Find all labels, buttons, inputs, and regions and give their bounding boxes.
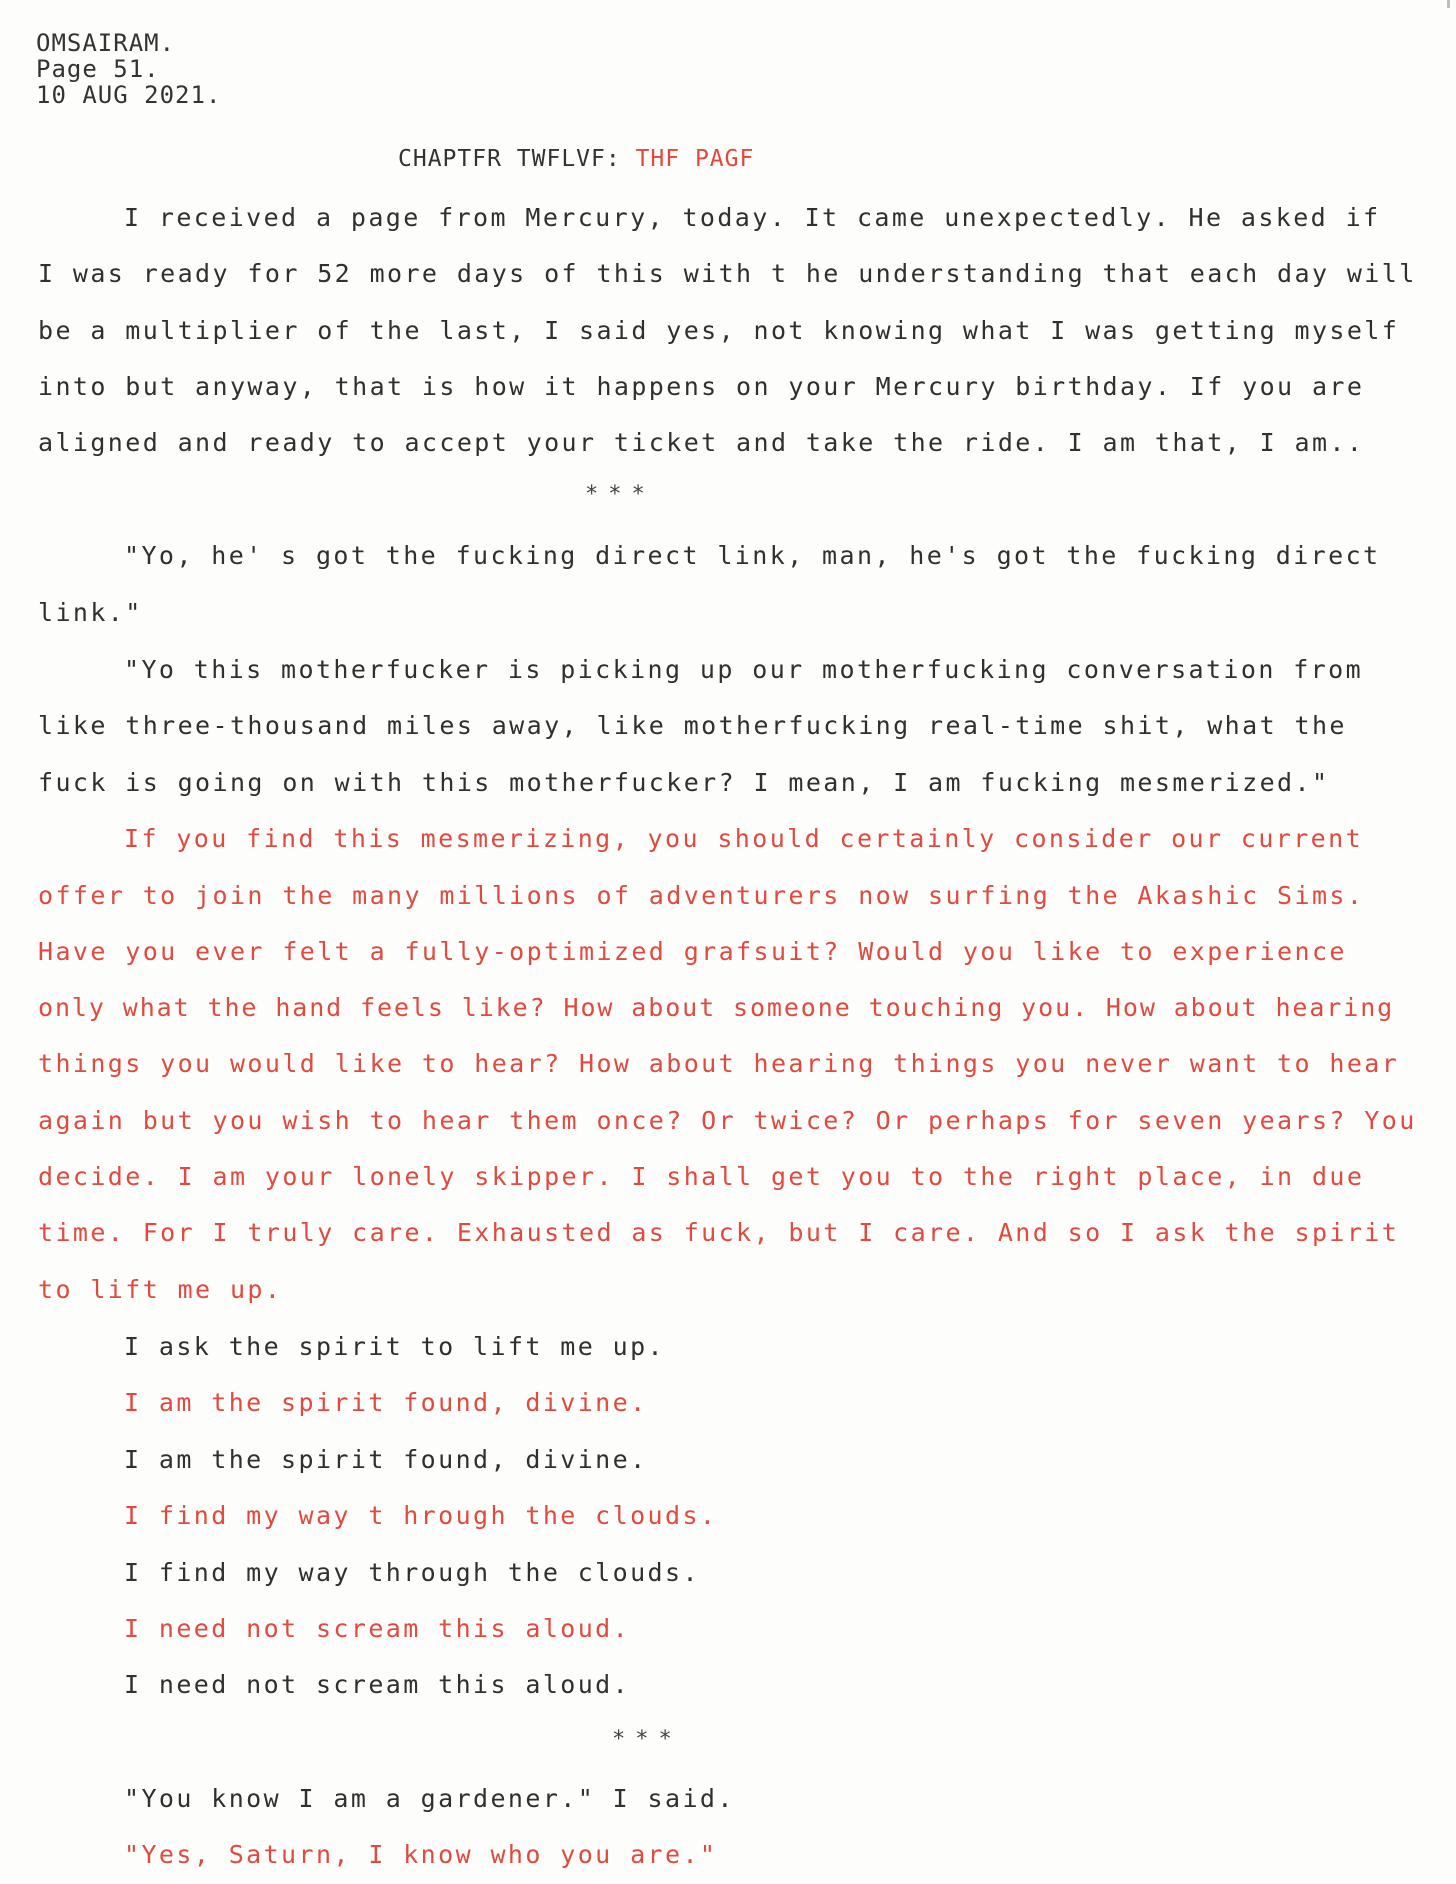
quote1-line: "Yo, he' s got the fucking direct link, man, he's got the fucking direct	[124, 541, 1381, 570]
red-paragraph-line: things you would like to hear? How about hearing things you never want to hear	[38, 1049, 1400, 1078]
red-paragraph-line: Have you ever felt a fully-optimized grafsuit? Would you like to experience	[38, 937, 1347, 966]
quote2-line: fuck is going on with this motherfucker? I mean, I am fucking mesmerized."	[38, 768, 1330, 797]
chapter-prefix: CHAPTFR TWFLVF:	[398, 146, 636, 172]
chapter-heading	[398, 146, 754, 172]
section-separator: ***	[585, 482, 655, 507]
red-paragraph-line: If you find this mesmerizing, you should certainly consider our current	[124, 824, 1364, 853]
chapter-title: THF PAGF	[635, 146, 755, 172]
red-paragraph-line: to lift me up.	[38, 1275, 283, 1304]
dialogue-line: "Yes, Saturn, I know who you are."	[124, 1840, 718, 1869]
red-paragraph-line: again but you wish to hear them once? Or twice? Or perhaps for seven years? You	[38, 1106, 1417, 1135]
red-paragraph-line: offer to join the many millions of adventurers now surfing the Akashic Sims.	[38, 881, 1365, 910]
quote1-line: link."	[38, 598, 143, 627]
refrain-line: I need not scream this aloud.	[124, 1670, 631, 1699]
quote2-line: like three-thousand miles away, like motherfucking real-time shit, what the	[38, 711, 1347, 740]
header-date: 10 AUG 2021.	[36, 81, 222, 109]
refrain-line: I need not scream this aloud.	[124, 1614, 631, 1643]
paragraph1-line: I was ready for 52 more days of this with t he understanding that each day will	[38, 259, 1417, 288]
refrain-line: I ask the spirit to lift me up.	[124, 1332, 665, 1361]
refrain-line: I find my way through the clouds.	[124, 1558, 700, 1587]
red-paragraph-line: decide. I am your lonely skipper. I shall get you to the right place, in due	[38, 1162, 1365, 1191]
dialogue-line: "You know I am a gardener." I said.	[124, 1784, 735, 1813]
red-paragraph-line: time. For I truly care. Exhausted as fuck, but I care. And so I ask the spirit	[38, 1218, 1400, 1247]
section-separator: ***	[612, 1727, 682, 1752]
red-paragraph-line: only what the hand feels like? How about someone touching you. How about hearing	[38, 993, 1395, 1022]
refrain-line: I am the spirit found, divine.	[124, 1388, 648, 1417]
header-page-number: Page 51.	[36, 55, 160, 83]
paragraph1-line: aligned and ready to accept your ticket and take the ride. I am that, I am..	[38, 428, 1365, 457]
paragraph1-line: into but anyway, that is how it happens on your Mercury birthday. If you are	[38, 372, 1365, 401]
refrain-line: I find my way t hrough the clouds.	[124, 1501, 718, 1530]
page-edge-mark	[1447, 0, 1450, 8]
page-header	[36, 30, 221, 108]
paragraph1-line: be a multiplier of the last, I said yes, not knowing what I was getting myself	[38, 316, 1400, 345]
refrain-line: I am the spirit found, divine.	[124, 1445, 648, 1474]
header-title: OMSAIRAM.	[36, 29, 176, 57]
paragraph1-line: I received a page from Mercury, today. It came unexpectedly. He asked if	[124, 203, 1381, 232]
quote2-line: "Yo this motherfucker is picking up our motherfucking conversation from	[124, 655, 1364, 684]
